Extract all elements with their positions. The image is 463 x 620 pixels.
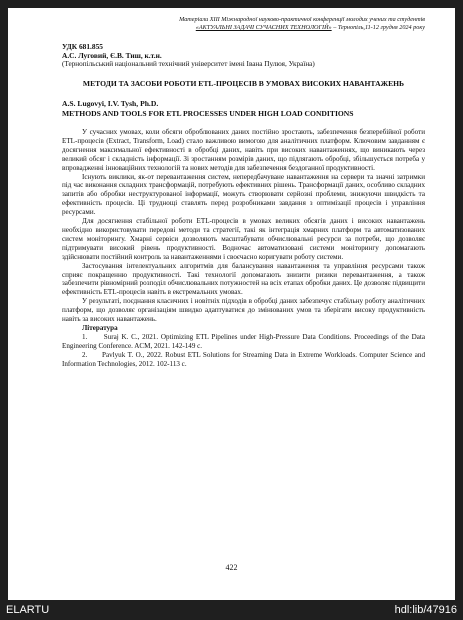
conference-line-2 [62,24,425,32]
title-en: METHODS AND TOOLS FOR ETL PROCESSES UNDER HIGH LOAD CONDITIONS [62,109,354,118]
title-ua: МЕТОДИ ТА ЗАСОБИ РОБОТИ ETL-ПРОЦЕСІВ В УМОВАХ ВИСОКИХ НАВАНТАЖЕНЬ [82,79,405,88]
authors-en: A.S. Lugovyi, I.V. Tysh, Ph.D. [62,99,159,108]
affiliation: (Тернопільський національний технічний університет імені Івана Пулюя, Україна) [62,60,315,68]
conference-header [62,16,425,32]
references-heading: Література [82,323,118,332]
conference-line-1: Матеріали ХІІІ Міжнародної науково-практичної конференції молодих учених та студентів [179,16,425,23]
page-number: 422 [225,563,238,572]
reference-item: 1. Suraj K. C., 2021. Optimizing ETL Pipelines under High-Pressure Data Conditions. Proceedings of the Data Engineering Conference. ACM, 2021. 142-149 с. [62,332,425,350]
document-page [8,8,455,600]
paragraph: Існують виклики, як-от перевантаження систем, непередбачуване навантаження на сервери та значні затримки під час виконання складних трансформацій, потребують ефективних рішень. Трансформації даних, особливо складних запитів або обробки неструктурованої інформації, можуть створювати серйозні проблеми, знижуючи швидкість та ефективність процесів. Ці труднощі ставлять перед розробниками завдання з оптимізації процесів і управління ресурсами. [62,172,425,217]
conference-place-date: – Тернопіль,11-12 грудня 2024 року [331,24,425,31]
authors-ua: А.С. Луговий, Є.В. Тиш, к.т.н. [62,51,162,60]
conference-name: «АКТУАЛЬНІ ЗАДАЧІ СУЧАСНИХ ТЕХНОЛОГІЙ» [195,24,332,31]
reference-item: 2. Pavlyuk T. O., 2022. Robust ETL Solutions for Streaming Data in Extreme Workloads. Computer Science and Information Technologies, 2012. 102-113 с. [62,350,425,368]
paragraph: Застосування інтелектуальних алгоритмів для балансування навантаження та управління ресурсами також сприяє покращенню продуктивності. Такі технології допомагають знизити ризики перевантаження, а також забезпечити рівномірний розподіл обчислювальних потужностей на всіх етапах обробки даних. Це дозволяє підвищити ефективність ETL-процесів навіть в екстремальних умовах. [62,261,425,297]
paragraph: Для досягнення стабільної роботи ETL-процесів в умовах великих обсягів даних і високих навантажень необхідно використовувати передові методи та стратегії, такі як інтеграція хмарних платформ та автоматизованих систем моніторингу. Хмарні сервіси дозволяють масштабувати обчислювальні ресурси за потреби, що дозволяє підтримувати високий рівень продуктивності. Водночас автоматизовані системи моніторингу допомагають здійснювати постійний контроль за навантаженнями і своєчасно коригувати роботу системи. [62,217,425,261]
udc-code: УДК 681.855 [62,42,103,51]
handle-link[interactable]: hdl:lib/47916 [394,604,457,616]
repository-label: ELARTU [6,604,50,616]
paragraph: У сучасних умовах, коли обсяги оброблюваних даних постійно зростають, забезпечення безперебійної роботи ETL-процесів (Extract, Transform, Load) стало важливою вимогою для аналітичних платформ. Ключовим завданням є досягнення максимальної ефективності в обробці даних, навіть при високих навантаженнях, що виникають через великий обсяг і складність інформації. Зі зростанням розмірів даних, що підлягають обробці, збільшується потреба у впровадженні інноваційних технологій та нових методів для забезпечення бездоганної продуктивності. [62,128,425,172]
article-body [62,128,425,368]
paragraph: У результаті, поєднання класичних і новітніх підходів в обробці даних забезпечує стабільну роботу аналітичних платформ, що дозволяє організаціям швидко адаптуватися до змінюваних умов та зберігати високу продуктивність навіть за високих навантажень. [62,297,425,324]
